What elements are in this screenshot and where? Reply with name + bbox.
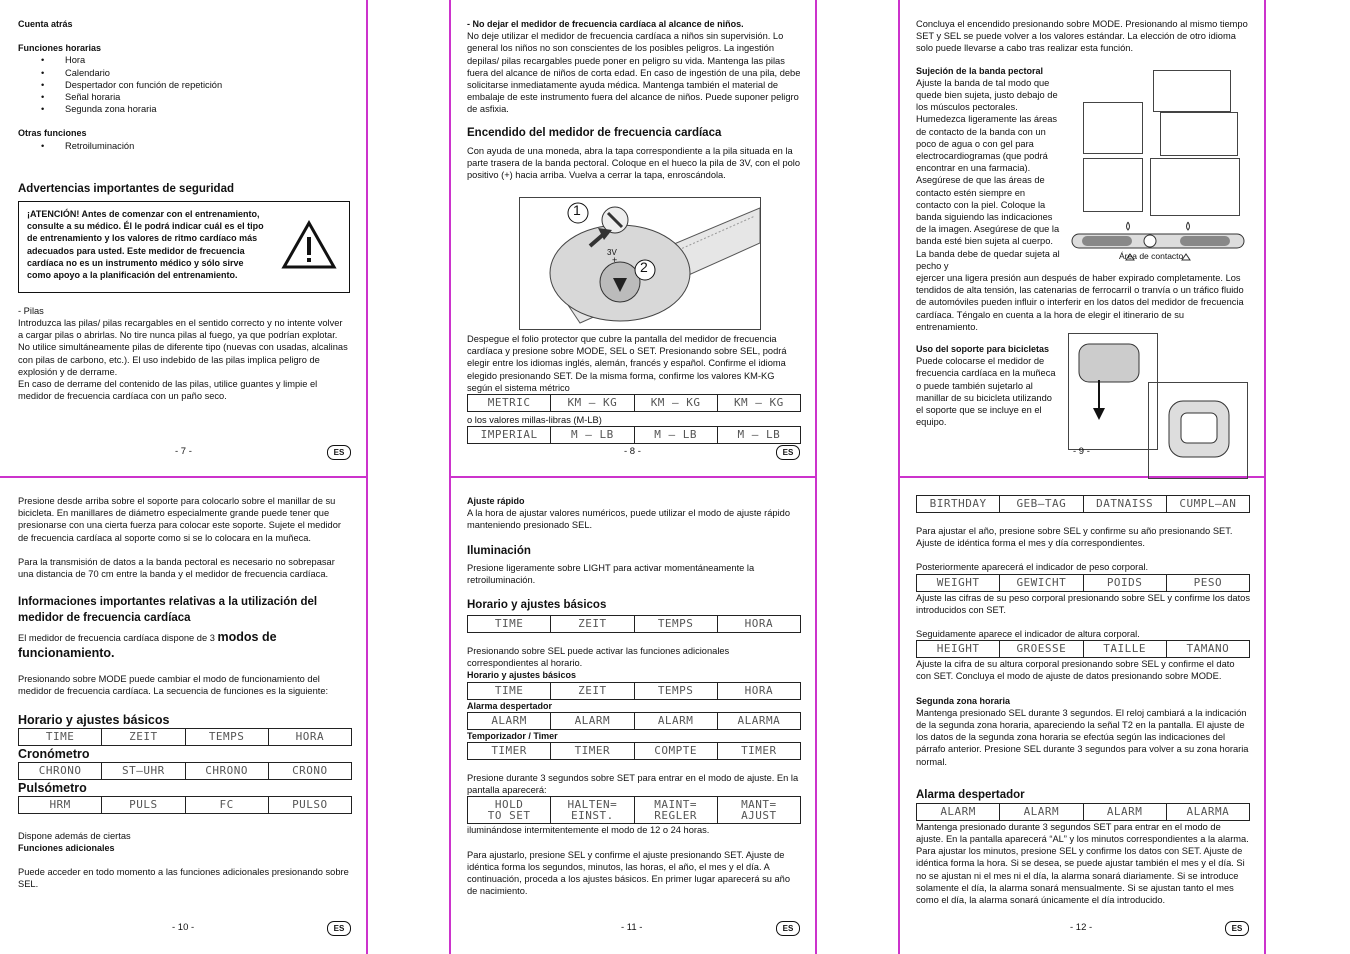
sub-time: Horario y ajustes básicos	[467, 670, 577, 681]
quick-title: Ajuste rápido	[467, 496, 525, 506]
lcd-birthday	[916, 495, 1250, 513]
height-intro: Seguidamente aparece el indicador de altura corporal.	[916, 629, 1140, 640]
lcd-pulse	[18, 796, 352, 814]
lcd-cell: M – LB	[550, 427, 633, 443]
lcd-cell: COMPTE	[634, 743, 717, 759]
lcd-cell: M – LB	[717, 427, 800, 443]
warning-text: ¡ATENCIÓN! Antes de comenzar con el entrenamiento, consulte a su médico. Él le podrá indicar cuál es el tipo de entrenamiento y los valores de ritmo cardíaco más adecuados para usted. Este medidor de frecuencia cardíaca no es un instrumento médico y sólo sirve como apoyo a la planificación del entrenamiento.	[27, 208, 264, 281]
bike-figure-2	[1148, 382, 1248, 479]
quick-text: A la hora de ajustar valores numéricos, puede utilizar el modo de ajuste rápido manteniendo presionado SEL.	[467, 508, 790, 531]
lcd-cell: ALARMA	[1166, 804, 1249, 820]
lcd-cell: GEB–TAG	[999, 496, 1082, 512]
lcd-cell: DATNAISS	[1083, 496, 1166, 512]
sel-text: Presionando sobre SEL puede activar las funciones adicionales correspondientes al horario.	[467, 646, 730, 669]
pulse-heading: Pulsómetro	[18, 780, 87, 795]
other-functions-title: Otras funciones	[18, 128, 87, 139]
strap-figure-2	[1083, 102, 1143, 154]
lcd-cell: CRONO	[268, 763, 351, 779]
extra-title: Funciones adicionales	[18, 842, 115, 853]
warning-box	[18, 201, 350, 293]
lcd-imperial	[467, 426, 801, 444]
lcd-cell: TAMANO	[1166, 641, 1249, 657]
lcd-cell: ALARMA	[717, 713, 800, 729]
battery-figure	[519, 197, 761, 330]
back-label: Cuenta atrás	[18, 19, 73, 29]
page-8-lower	[467, 333, 801, 444]
lcd-metric	[467, 394, 801, 412]
lcd-cell: KM – KG	[634, 395, 717, 411]
bike-mount-icon	[1069, 334, 1157, 449]
lcd-alarm	[916, 803, 1250, 821]
imperial-intro: o los valores millas-libras (M-LB)	[467, 415, 602, 426]
lcd-cell: PULS	[101, 797, 184, 813]
modes-text: El medidor de frecuencia cardíaca dispone de 3	[18, 633, 215, 644]
batteries-text: Introduzca las pilas/ pilas recargables en el sentido correcto y no intente volver a cargar pilas o abrirlas. No tire nunca pilas al fuego, ya que podrían explotar. No utilice simultáneamente pilas de diferente tipo (nuevas con usadas, alcalinas con pilas de carbono, etc.). El uso indebido de las pilas implica peligro de explosión y de derrame.	[18, 318, 348, 377]
strap-title: Sujeción de la banda pectoral	[916, 65, 1044, 76]
lcd-cell: FC	[185, 797, 268, 813]
zone-text: Mantenga presionado SEL durante 3 segundos. El reloj cambiará a la indicación de la segunda zona horaria, apareciendo la señal T2 en la pantalla. El ajuste de los datos de la segunda zona horaria se efectúa según las indicaciones del párrafo anterior. Presione SEL durante 3 segundos para volver a su zona horaria normal.	[916, 707, 1249, 767]
lcd-cell: CHRONO	[185, 763, 268, 779]
page-number: - 9 -	[1073, 446, 1090, 457]
height-text: Ajuste la cifra de su altura corporal presionando sobre SEL y confirme el dato con SET. Concluya el modo de ajuste de datos presionando sobre MODE.	[916, 659, 1235, 682]
lcd-cell: TIME	[494, 683, 524, 697]
lang-badge: ES	[327, 921, 351, 936]
list-item: • Retroiluminación	[18, 140, 350, 152]
lcd-cell: MAINT= REGLER	[634, 797, 717, 823]
adjust-text: Para ajustarlo, presione SEL y confirme el ajuste presionando SET. Ajuste de idéntica forma los segundos, minutos, las horas, el año, el mes y el día. A continuación, proceda a los ajustes básicos. En primer lugar aparecerá su año de nacimiento.	[467, 849, 790, 897]
lcd-cell: TIME	[494, 617, 524, 631]
bike-figure-1	[1068, 333, 1158, 450]
lcd-cell: ST–UHR	[101, 763, 184, 779]
lcd-cell: ALARM	[491, 713, 527, 727]
page-7	[18, 18, 350, 402]
mount-text: Presione desde arriba sobre el soporte para colocarlo sobre el manillar de su bicicleta. En manillares de diámetro especialmente grande puede tener que presionarse con una cierta fuerza para colocar este soporte. Sujete el medidor de frecuencia cardíaca al soporte como si se lo colocara en la muñeca.	[18, 496, 341, 543]
lcd-cell: TIMER	[717, 743, 800, 759]
distance-text: Para la transmisión de datos a la banda pectoral es necesario no sobrepasar una distancia de 70 cm entre la banda y el medidor de frecuencia cardíaca.	[18, 556, 335, 580]
lcd-cell: TEMPS	[634, 683, 717, 699]
list-item: • Despertador con función de repetición	[18, 79, 350, 91]
lcd-time-2	[467, 682, 801, 700]
battery-plus: +	[612, 255, 618, 265]
strap-figure-4	[1083, 158, 1143, 212]
strap-figure-5	[1150, 158, 1240, 216]
batteries-text-2: En caso de derrame del contenido de las pilas, utilice guantes y limpie el medidor de frecuencia cardíaca con un paño seco.	[18, 379, 318, 402]
page-10	[18, 495, 352, 890]
language-text: Despegue el folio protector que cubre la pantalla del medidor de frecuencia cardíaca y presione sobre MODE, SEL o SET. Presionando sobre SEL, podrá elegir entre los idiomas inglés, alemán, francés y español. Confirme el idioma elegido presionando SET. De la misma forma, confirme los valores KM-KG según el sistema métrico	[467, 334, 787, 393]
time-heading: Horario y ajustes básicos	[18, 712, 170, 727]
lcd-cell: CUMPL–AN	[1166, 496, 1249, 512]
power-text: Con ayuda de una moneda, abra la tapa correspondiente a la pila situada en la parte trasera de la banda pectoral. Coloque en el hueco la pila de 3V, con el polo positivo (+) hacia arriba. Vuelva a cerrar la tapa, enroscándola.	[467, 145, 801, 181]
lcd-timer	[467, 742, 801, 760]
alarm-heading: Alarma despertador	[916, 788, 1025, 801]
strap-text: Ajuste la banda de tal modo que quede bien sujeta, justo debajo de los músculos pectorales. Humedezca ligeramente las áreas de contacto de la banda con un poco de agua o con gel para electrocardiogramas (que podrá encontrar en una farmacia). Asegúrese de que las áreas de contacto estén siempre en contacto con la piel. Coloque la banda siguiendo las indicaciones de la imagen. Asegúrese de que la banda esté bien sujeta al cuerpo. La banda debe de quedar sujeta al pecho y	[916, 77, 1060, 271]
bike-title: Uso del soporte para bicicletas	[916, 344, 1050, 355]
time-functions-list	[18, 54, 350, 115]
safety-heading: Advertencias importantes de seguridad	[18, 182, 235, 195]
zone-title: Segunda zona horaria	[916, 695, 1011, 706]
lcd-cell: POIDS	[1083, 575, 1166, 591]
battery-label: 3V	[607, 248, 617, 257]
lcd-cell: HRM	[49, 797, 71, 811]
mode-text: Presionando sobre MODE puede cambiar el modo de funcionamiento del medidor de frecuencia cardíaca. La secuencia de funciones es la siguiente:	[18, 674, 329, 697]
lcd-hold	[467, 796, 801, 824]
lcd-cell: HEIGHT	[936, 642, 980, 656]
batteries-label: - Pilas	[18, 305, 44, 316]
lcd-cell: ZEIT	[101, 729, 184, 745]
lcd-cell: ALARM	[940, 804, 976, 818]
weight-text: Ajuste las cifras de su peso corporal presionando sobre SEL y confirme los datos introducidos con SET.	[916, 592, 1251, 615]
weight-intro: Posteriormente aparecerá el indicador de peso corporal.	[916, 562, 1149, 573]
kids-text: No deje utilizar el medidor de frecuencia cardíaca a niños sin supervisión. Lo general los niños no son conscientes de los posibles peligros. La ingestión depilas/ pilas recargables puede poner en peligro su vida. Mantenga las pilas fuera del alcance de niños de corta edad. En caso de ingestión de una pila, debe solicitarse inmediatamente ayuda médica. Mantenga también el material de embalaje de este instrumento fuera del alcance de niños. Puede suponer peligro de asfixia.	[467, 31, 801, 115]
lcd-cell: ZEIT	[550, 683, 633, 699]
lcd-cell: WEIGHT	[936, 575, 980, 589]
strap-figure-3	[1160, 112, 1238, 156]
page-number: - 7 -	[175, 446, 192, 457]
lcd-cell: METRIC	[487, 396, 531, 410]
lcd-cell: TAILLE	[1083, 641, 1166, 657]
page-number: - 8 -	[624, 446, 641, 457]
lcd-cell: GEWICHT	[999, 575, 1082, 591]
lcd-cell: BIRTHDAY	[929, 497, 987, 510]
lcd-cell: TIMER	[550, 743, 633, 759]
lcd-cell: IMPERIAL	[480, 428, 538, 442]
lcd-cell: HORA	[717, 683, 800, 699]
lcd-cell: KM – KG	[717, 395, 800, 411]
warning-triangle-icon	[281, 220, 337, 270]
lcd-time	[467, 615, 801, 633]
lcd-cell: GROESSE	[999, 641, 1082, 657]
lcd-cell: ALARM	[999, 804, 1082, 820]
lcd-cell: HORA	[268, 729, 351, 745]
lcd-cell: HORA	[717, 616, 800, 632]
extra-access-text: Puede acceder en todo momento a las funciones adicionales presionando sobre SEL.	[18, 867, 349, 890]
modes-heading: modos de funcionamiento.	[18, 630, 277, 661]
lcd-cell: PULSO	[268, 797, 351, 813]
extra-text: Dispone además de ciertas	[18, 830, 131, 841]
blink-text: iluminándose intermitentemente el modo de 12 o 24 horas.	[467, 825, 710, 836]
time-functions-title: Funciones horarias	[18, 43, 102, 54]
lcd-cell: HOLD TO SET	[487, 798, 531, 823]
lcd-weight	[916, 574, 1250, 592]
step-1-label: 1	[573, 202, 581, 218]
lcd-cell: M – LB	[634, 427, 717, 443]
list-item: • Calendario	[18, 67, 350, 79]
lcd-height	[916, 640, 1250, 658]
page-number: - 11 -	[621, 922, 643, 933]
page-number: - 12 -	[1070, 922, 1093, 933]
light-heading: Iluminación	[467, 544, 531, 557]
lang-badge: ES	[1225, 921, 1249, 936]
lcd-cell: TEMPS	[634, 616, 717, 632]
light-text: Presione ligeramente sobre LIGHT para activar momentáneamente la retroiluminación.	[467, 562, 755, 585]
page-8	[467, 18, 801, 181]
lang-badge: ES	[776, 921, 800, 936]
sub-alarm: Alarma despertador	[467, 700, 553, 711]
lcd-cell: TEMPS	[185, 729, 268, 745]
strap-text-2: ejercer una ligera presión aun después de haber expirado completamente. Los tendidos de alta tensión, las catenarias de ferrocarril o tranvía o un tráfico fluido de automóviles pueden influir o interferir en los datos del medidor de frecuencia cardíaca. Téngalo en cuenta a la hora de elegir el itinerario de su entrenamiento.	[916, 273, 1244, 332]
list-item: • Segunda zona horaria	[18, 103, 350, 115]
lcd-cell: PESO	[1166, 575, 1249, 591]
lcd-cell: CHRONO	[38, 763, 82, 777]
list-item: • Señal horaria	[18, 91, 350, 103]
set-text: Presione durante 3 segundos sobre SET para entrar en el modo de ajuste. En la pantalla aparecerá:	[467, 773, 799, 796]
alarm-text: Mantenga presionado durante 3 segundos SET para entrar en el modo de ajuste. En la pantalla aparecerá “AL” y los minutos correspondientes a la alarma. Para ajustar los minutos, presione SEL y confirme los datos con SET. Ajuste de idéntica forma la hora. Si se desea, se puede ajustar también el mes y el día. Si no se ajustan ni el mes ni el día, la alarma sonará diariamente. Si se introduce solamente el día, la alarma sonará mensualmente. Si se ajustan tanto el mes como el día, la alarma sonará únicamente el día introducido.	[916, 821, 1249, 906]
lang-badge: ES	[776, 445, 800, 460]
lcd-cell: TIMER	[491, 744, 527, 758]
lcd-cell: HALTEN= EINST.	[550, 797, 633, 823]
other-functions-list	[18, 140, 350, 152]
lcd-cell: MANT= AJUST	[717, 797, 800, 823]
info-heading: Informaciones importantes relativas a la utilización del medidor de frecuencia cardíaca	[18, 596, 318, 625]
year-text: Para ajustar el año, presione sobre SEL y confirme su año presionando SET. Ajuste de idéntica forma el mes y día correspondientes.	[916, 526, 1233, 549]
page-12	[916, 495, 1250, 906]
lcd-cell: ALARM	[634, 713, 717, 729]
bike-text: Puede colocarse el medidor de frecuencia cardíaca en la muñeca o puede también sujetarlo al manillar de su bicicleta utilizando el soporte que se incluye en el equipo.	[916, 356, 1056, 428]
lcd-cell: ZEIT	[550, 616, 633, 632]
page-number: - 10 -	[172, 922, 195, 933]
kids-title: - No dejar el medidor de frecuencia cardíaca al alcance de niños.	[467, 19, 744, 29]
step-2-label: 2	[640, 259, 648, 275]
lcd-chrono	[18, 762, 352, 780]
strap-figure-1	[1153, 70, 1231, 112]
lang-badge: ES	[327, 445, 351, 460]
sub-timer: Temporizador / Timer	[467, 730, 558, 741]
lcd-cell: TIME	[45, 729, 75, 743]
power-heading: Encendido del medidor de frecuencia cardíaca	[467, 126, 722, 139]
intro-text: Concluya el encendido presionando sobre MODE. Presionando al mismo tiempo SET y SEL se puede volver a los valores estándar. La elección de otro idioma solo puede llevarse a cabo tras realizar esta función.	[916, 19, 1248, 54]
time-heading: Horario y ajustes básicos	[467, 599, 607, 612]
lcd-time	[18, 728, 352, 746]
lcd-cell: ALARM	[1083, 804, 1166, 820]
lcd-cell: KM – KG	[550, 395, 633, 411]
chrono-heading: Cronómetro	[18, 746, 90, 761]
contact-label: Área de contacto	[1119, 251, 1184, 261]
watch-on-bike-icon	[1149, 383, 1247, 478]
list-item: • Hora	[18, 54, 350, 66]
page-11	[467, 495, 801, 897]
lcd-cell: ALARM	[550, 713, 633, 729]
lcd-alarm	[467, 712, 801, 730]
